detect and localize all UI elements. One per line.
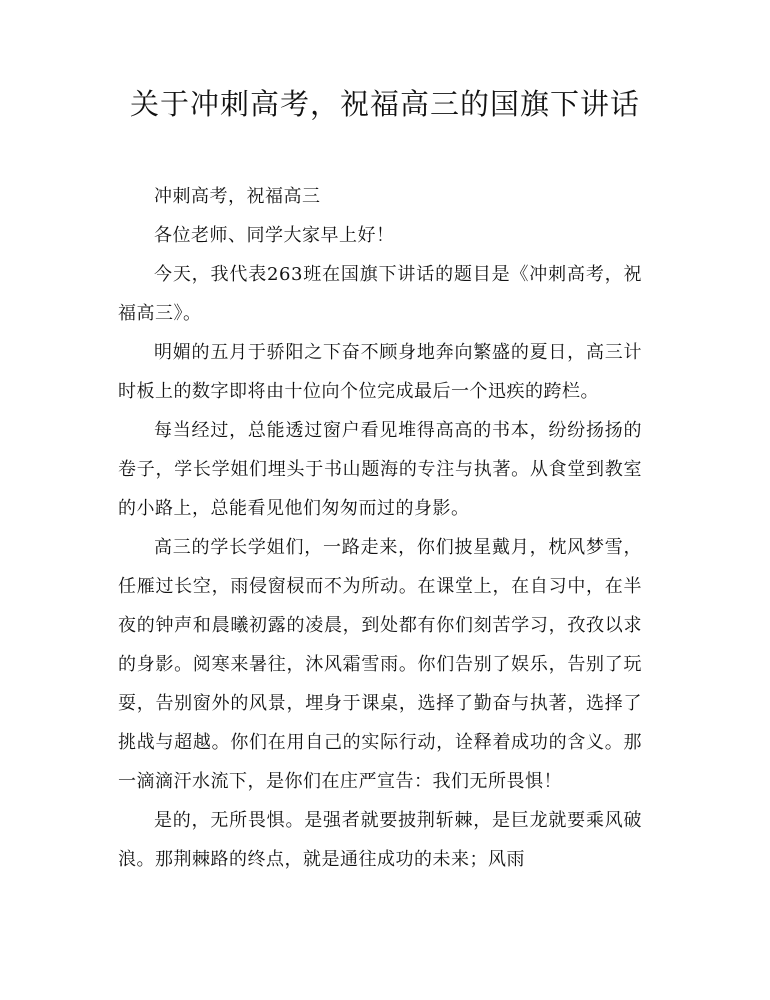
paragraph: 每当经过，总能透过窗户看见堆得高高的书本，纷纷扬扬的卷子，学长学姐们埋头于书山题海的专注与执著。从食堂到教室的小路上，总能看见他们匆匆而过的身影。	[118, 420, 642, 519]
paragraph: 高三的学长学姐们，一路走来，你们披星戴月，枕风梦雪，任雁过长空，雨侵窗棂而不为所动。在课堂上，在自习中，在半夜的钟声和晨曦初露的凌晨，到处都有你们刻苦学习，孜孜以求的身影。阅寒来暑往，沐风霜雪雨。你们告别了娱乐，告别了玩耍，告别窗外的风景，埋身于课桌，选择了勤奋与执著，选择了挑战与超越。你们在用自己的实际行动，诠释着成功的含义。那一滴滴汗水流下，是你们在庄严宣告：我们无所畏惧！	[118, 537, 642, 792]
paragraph-greeting: 各位老师、同学大家早上好！	[154, 225, 395, 246]
paragraph: 明媚的五月于骄阳之下奋不顾身地奔向繁盛的夏日，高三计时板上的数字即将由十位向个位完成最后一个迅疾的跨栏。	[118, 342, 642, 402]
paragraph: 是的，无所畏惧。是强者就要披荆斩棘，是巨龙就要乘风破浪。那荆棘路的终点，就是通往成功的未来；风雨	[118, 810, 642, 870]
paragraph-heading: 冲刺高考，祝福高三	[154, 186, 321, 207]
document-body	[118, 177, 642, 879]
document-title: 关于冲刺高考，祝福高三的国旗下讲话	[129, 87, 640, 121]
paragraph-intro: 今天，我代表263班在国旗下讲话的题目是《冲刺高考，祝福高三》。	[118, 264, 642, 324]
